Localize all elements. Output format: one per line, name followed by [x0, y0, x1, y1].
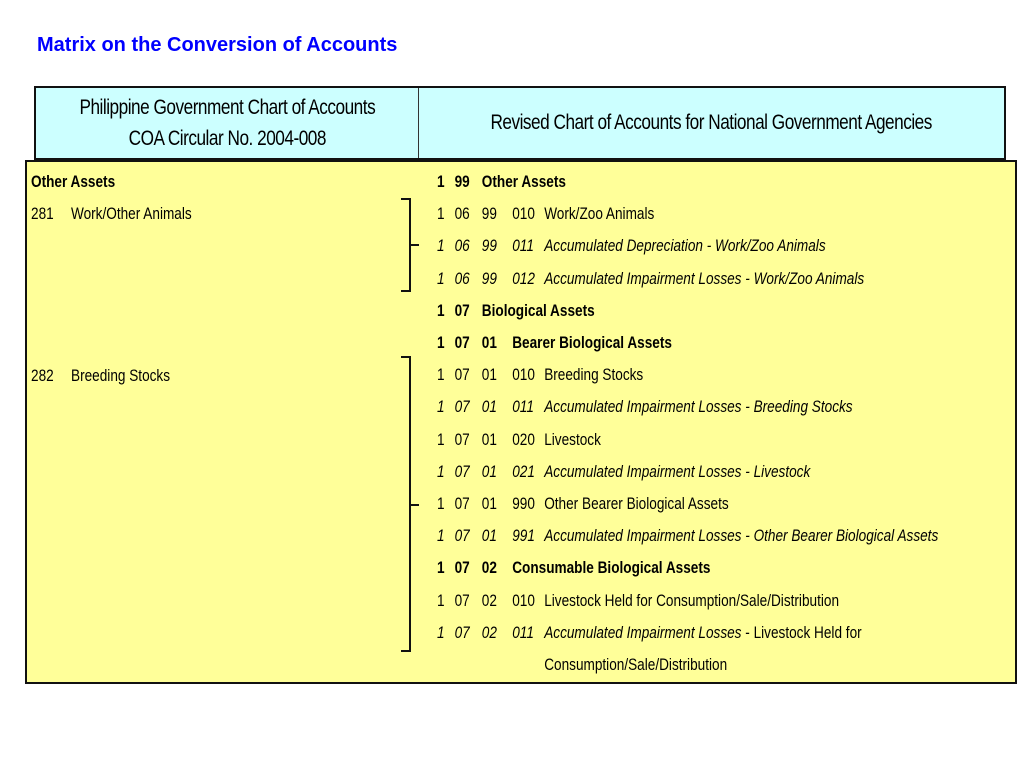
revised-account-row [437, 488, 802, 520]
account-code-segment: 01 [481, 333, 497, 352]
account-code-segment: 06 [454, 268, 470, 288]
left-row-other-assets [31, 166, 136, 198]
left-row-code: 282 [31, 366, 54, 385]
account-code-segment: 010 [512, 204, 535, 224]
account-label: Work/Zoo Animals [544, 204, 655, 224]
account-label: Livestock Held for Consumption/Sale/Distribution [544, 590, 840, 610]
account-code-segment: 07 [454, 622, 470, 642]
bracket-281-tick [411, 244, 419, 246]
account-code-segment: 07 [454, 429, 470, 449]
revised-account-row [437, 359, 695, 391]
header-revised-coa [419, 88, 1004, 158]
revised-account-row [437, 230, 923, 262]
header-revised-coa-label: Revised Chart of Accounts for National Government Agencies [490, 111, 933, 134]
account-label: Bearer Biological Assets [512, 333, 672, 352]
revised-account-row [437, 585, 940, 617]
account-label: Accumulated Impairment Losses - Other Bearer Biological Assets [544, 526, 939, 546]
left-row-label: Other Assets [31, 172, 116, 191]
account-label: Consumption/Sale/Distribution [544, 655, 728, 674]
revised-account-row [437, 456, 904, 488]
header-old-coa-line2: COA Circular No. 2004-008 [128, 127, 326, 150]
account-label-suffix: - Livestock Held for [741, 622, 862, 642]
revised-account-row [437, 552, 779, 584]
account-code-segment: 01 [481, 526, 497, 546]
left-row-label: Breeding Stocks [71, 366, 171, 385]
account-code-segment: 1 [437, 429, 445, 449]
account-code-segment: 07 [454, 300, 470, 320]
account-code-segment: 1 [437, 365, 445, 385]
account-code-segment: 07 [454, 558, 470, 578]
page-title: Matrix on the Conversion of Accounts [37, 34, 398, 56]
account-code-segment: 02 [481, 590, 497, 610]
account-code-segment: 06 [454, 204, 470, 224]
left-row-label: Work/Other Animals [71, 204, 192, 223]
account-label: Accumulated Impairment Losses [544, 622, 742, 642]
account-code-segment: 010 [512, 590, 535, 610]
account-code-segment: 012 [512, 268, 535, 288]
revised-account-row [437, 617, 968, 649]
revised-account-row [437, 198, 709, 230]
account-code-segment: 1 [437, 204, 445, 224]
account-code-segment: 990 [512, 494, 535, 513]
account-code-segment: 1 [437, 590, 445, 610]
account-code-segment: 1 [437, 526, 445, 546]
bracket-282-tick [411, 504, 419, 506]
left-row-code: 281 [31, 204, 54, 223]
revised-account-row [437, 327, 731, 359]
account-code-segment: 1 [437, 397, 445, 417]
account-code-segment: 07 [454, 333, 470, 352]
account-label: Accumulated Impairment Losses - Work/Zoo Animals [544, 268, 865, 288]
account-label: Breeding Stocks [544, 365, 644, 385]
header-old-coa [36, 88, 419, 158]
conversion-table-body [25, 160, 1017, 684]
account-label: Livestock [544, 429, 601, 449]
account-code-segment: 99 [481, 204, 497, 224]
account-code-segment: 99 [454, 172, 470, 191]
account-code-segment: 1 [437, 172, 445, 191]
revised-account-row [437, 649, 800, 681]
bracket-282 [401, 356, 411, 652]
account-code-segment: 010 [512, 365, 535, 385]
left-row-281 [31, 198, 232, 230]
header-old-coa-line1: Philippine Government Chart of Accounts [79, 96, 375, 119]
revised-account-row [437, 424, 642, 456]
account-code-segment: 07 [454, 526, 470, 546]
bracket-281 [401, 198, 411, 292]
account-code-segment: 99 [481, 236, 497, 256]
account-code-segment: 06 [454, 236, 470, 256]
account-code-segment: 1 [437, 333, 445, 352]
account-code-segment: 011 [512, 236, 534, 256]
account-code-segment: 99 [481, 268, 497, 288]
account-code-segment: 02 [481, 622, 497, 642]
account-code-segment: 02 [481, 558, 497, 578]
account-code-segment: 07 [454, 494, 470, 513]
account-code-segment: 991 [512, 526, 535, 546]
account-code-segment: 07 [454, 365, 470, 385]
account-code-segment: 07 [454, 461, 470, 481]
account-code-segment: 01 [481, 461, 497, 481]
account-label: Other Assets [481, 172, 566, 191]
account-code-segment: 01 [481, 365, 497, 385]
account-code-segment: 1 [437, 461, 445, 481]
revised-account-row [437, 391, 957, 423]
account-code-segment: 011 [512, 622, 534, 642]
account-code-segment: 1 [437, 558, 445, 578]
account-code-segment: 020 [512, 429, 535, 449]
revised-account-row [437, 263, 971, 295]
account-code-segment: 01 [481, 397, 497, 417]
account-code-segment: 07 [454, 397, 470, 417]
account-label: Accumulated Impairment Losses - Livestock [544, 461, 811, 481]
account-code-segment: 1 [437, 300, 445, 320]
account-label: Consumable Biological Assets [512, 558, 711, 578]
account-code-segment: 1 [437, 236, 445, 256]
account-label: Accumulated Depreciation - Work/Zoo Animals [544, 236, 826, 256]
revised-account-row [437, 166, 598, 198]
account-code-segment: 021 [512, 461, 535, 481]
account-label: Biological Assets [481, 300, 595, 320]
account-code-segment: 01 [481, 494, 497, 513]
account-label: Other Bearer Biological Assets [544, 494, 729, 513]
account-code-segment: 1 [437, 268, 445, 288]
account-code-segment: 01 [481, 429, 497, 449]
account-code-segment: 1 [437, 622, 445, 642]
account-label: Accumulated Impairment Losses - Breeding Stocks [544, 397, 853, 417]
account-code-segment: 1 [437, 494, 445, 513]
revised-account-row [437, 520, 1024, 552]
revised-account-row [437, 295, 634, 327]
account-code-segment: 011 [512, 397, 534, 417]
left-row-282 [31, 360, 205, 392]
account-code-segment: 07 [454, 590, 470, 610]
table-header [34, 86, 1006, 160]
